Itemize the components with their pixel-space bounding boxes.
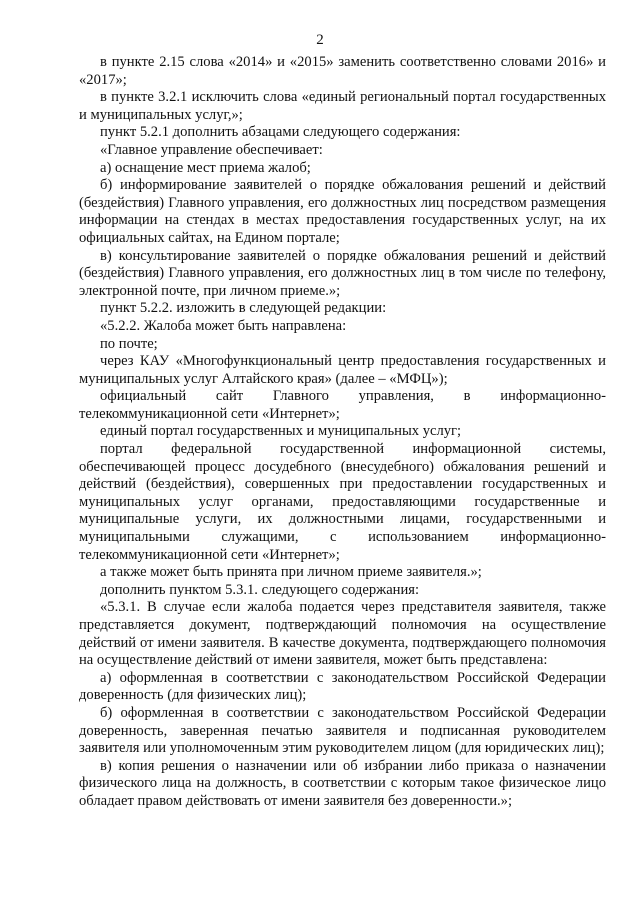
paragraph-16: дополнить пунктом 5.3.1. следующего содержания: bbox=[100, 581, 420, 598]
page-number: 2 bbox=[316, 32, 324, 48]
paragraph-8: пункт 5.2.2. изложить в следующей редакции: bbox=[100, 300, 387, 317]
paragraph-13: единый портал государственных и муниципальных услуг; bbox=[100, 423, 462, 440]
paragraph-11: через КАУ «Многофункциональный центр предоставления государственных и муниципальных услуг Алтайского края» (далее – «МФЦ»); bbox=[79, 353, 606, 387]
paragraph-4: «Главное управление обеспечивает: bbox=[100, 141, 323, 158]
paragraph-2: в пункте 3.2.1 исключить слова «единый региональный портал государственных и муниципальных услуг,»; bbox=[79, 89, 606, 123]
paragraph-5: а) оснащение мест приема жалоб; bbox=[100, 159, 311, 176]
paragraph-10: по почте; bbox=[100, 335, 158, 352]
paragraph-15: а также может быть принята при личном приеме заявителя.»; bbox=[100, 564, 482, 581]
paragraph-9: «5.2.2. Жалоба может быть направлена: bbox=[100, 317, 347, 334]
paragraph-14: портал федеральной государственной информационной системы, обеспечивающей процесс досудебного (внесудебного) обжалования решений и действий (бездействия), совершенных при предоставлении государственных и муниципальных услуг органами, предоставляющими государственные и муниципальные услуги, их должностными лицами, государственными и муниципальными служащими, с использованием информационно-телекоммуникационной сети «Интернет»; bbox=[79, 441, 606, 563]
paragraph-18: а) оформленная в соответствии с законодательством Российской Федерации доверенность (для физических лиц); bbox=[79, 669, 606, 704]
paragraph-19: б) оформленная в соответствии с законодательством Российской Федерации доверенность, заверенная печатью заявителя и подписанная руководителем заявителя или уполномоченным этим руководителем лицом (для юридических лиц); bbox=[79, 704, 606, 757]
paragraph-7: в) консультирование заявителей о порядке обжалования решений и действий (бездействия) Главного управления, его должностных лиц в том числе по телефону, электронной почте, при личном приеме.»; bbox=[79, 247, 606, 299]
paragraph-20: в) копия решения о назначении или об избрании либо приказа о назначении физического лица на должность, в соответствии с которым такое физическое лицо обладает правом действовать от имени заявителя без доверенности.»; bbox=[79, 757, 606, 809]
paragraph-3: пункт 5.2.1 дополнить абзацами следующего содержания: bbox=[100, 124, 461, 141]
paragraph-12: официальный сайт Главного управления, в информационно-телекоммуникационной сети «Интернет»; bbox=[79, 388, 606, 422]
paragraph-6: б) информирование заявителей о порядке обжалования решений и действий (бездействия) Главного управления, его должностных лиц посредством размещения информации на стендах в местах предоставления государственных услуг, на их официальных сайтах, на Едином портале; bbox=[79, 177, 606, 246]
document-body bbox=[79, 54, 606, 811]
paragraph-1: в пункте 2.15 слова «2014» и «2015» заменить соответственно словами 2016» и «2017»; bbox=[79, 54, 606, 88]
paragraph-17: «5.3.1. В случае если жалоба подается через представителя заявителя, также представляется документ, подтверждающий полномочия на осуществление действий от имени заявителя. В качестве документа, подтверждающего полномочия на осуществление действий от имени заявителя, может быть представлена: bbox=[79, 599, 606, 669]
